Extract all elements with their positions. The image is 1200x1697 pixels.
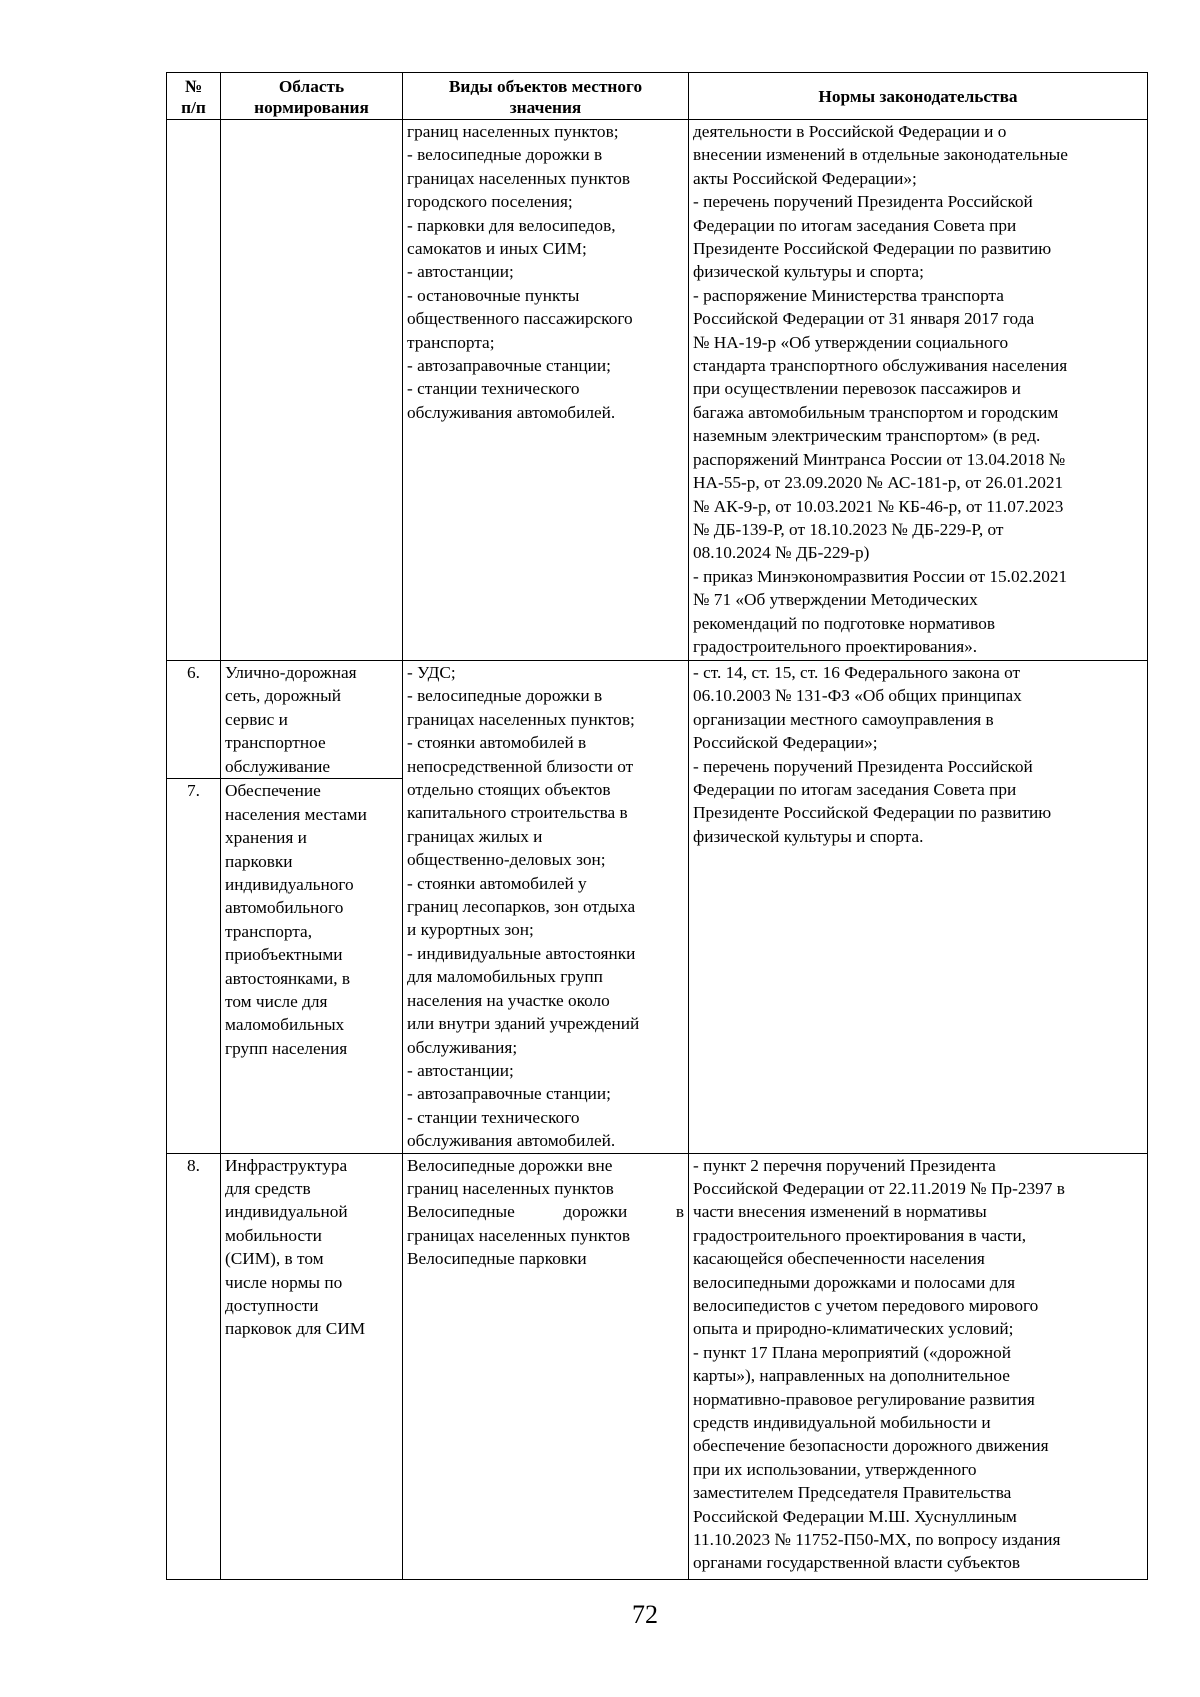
header-area: Область нормирования bbox=[221, 73, 403, 120]
text-line: границ населенных пунктов; bbox=[407, 122, 619, 141]
text-line: Обеспечение bbox=[225, 781, 321, 801]
table-header bbox=[167, 73, 1148, 120]
text-line: Президенте Российской Федерации по развитию bbox=[693, 239, 1052, 259]
text-line: деятельности в Российской Федерации и о bbox=[693, 122, 1007, 141]
text-line: при осуществлении перевозок пассажиров и bbox=[693, 379, 1021, 399]
row-number: 7. bbox=[167, 779, 221, 1153]
text-line: заместителем Председателя Правительства bbox=[693, 1483, 1012, 1503]
text-line: границах населенных пунктов; bbox=[407, 709, 635, 729]
text-line: карты»), направленных на дополнительное bbox=[693, 1366, 1010, 1386]
text-line: обслуживания; bbox=[407, 1037, 518, 1057]
text-line: Российской Федерации»; bbox=[693, 733, 878, 753]
text-line: индивидуальной bbox=[225, 1202, 348, 1222]
text-line: - стоянки автомобилей у bbox=[407, 873, 587, 893]
text-line: мобильности bbox=[225, 1225, 322, 1245]
text-line: физической культуры и спорта; bbox=[693, 262, 924, 282]
text-line: парковок для СИМ bbox=[225, 1319, 366, 1339]
text-line: - ст. 14, ст. 15, ст. 16 Федерального закона от bbox=[693, 663, 1021, 682]
text-line: стандарта транспортного обслуживания населения bbox=[693, 356, 1068, 376]
text-line: - парковки для велосипедов, bbox=[407, 215, 616, 235]
row-objects-cell bbox=[403, 1153, 689, 1579]
text-line: общественно-деловых зон; bbox=[407, 850, 606, 870]
text-line: - УДС; bbox=[407, 663, 456, 682]
text-line: Российской Федерации от 31 января 2017 года bbox=[693, 309, 1035, 329]
text-line: - приказ Минэкономразвития России от 15.02.2021 bbox=[693, 566, 1068, 586]
text-line: градостроительного проектирования в части, bbox=[693, 1225, 1027, 1245]
text-line: - автостанции; bbox=[407, 262, 514, 282]
text-line: границ лесопарков, зон отдыха bbox=[407, 897, 636, 917]
text-line: непосредственной близости от bbox=[407, 756, 634, 776]
objects-line: границах населенных пунктов bbox=[407, 1225, 631, 1245]
text-line: градостроительного проектирования». bbox=[693, 636, 978, 656]
text-line: - велосипедные дорожки в bbox=[407, 145, 603, 165]
text-line: - перечень поручений Президента Российской bbox=[693, 756, 1033, 776]
row-norms-cell bbox=[689, 1153, 1148, 1579]
text-line: № АК-9-р, от 10.03.2021 № КБ-46-р, от 11.07.2023 bbox=[693, 496, 1064, 516]
text-line: - велосипедные дорожки в bbox=[407, 686, 603, 706]
header-number: № п/п bbox=[167, 73, 221, 120]
text-line: самокатов и иных СИМ; bbox=[407, 239, 587, 259]
row-norms-cell bbox=[689, 661, 1148, 1154]
text-line: обслуживания автомобилей. bbox=[407, 402, 616, 422]
text-line: - пункт 2 перечня поручений Президента bbox=[693, 1155, 996, 1175]
text-line: 11.10.2023 № 11752-П50-МХ, по вопросу издания bbox=[693, 1530, 1061, 1550]
objects-line-justified: Велосипедные дорожки в bbox=[407, 1202, 684, 1222]
text-line: или внутри зданий учреждений bbox=[407, 1014, 640, 1034]
text-line: для маломобильных групп bbox=[407, 967, 603, 987]
text-line: внесении изменений в отдельные законодательные bbox=[693, 145, 1068, 165]
text-line: 08.10.2024 № ДБ-229-р) bbox=[693, 543, 870, 563]
text-line: населения местами bbox=[225, 804, 367, 824]
text-line: индивидуального bbox=[225, 875, 354, 895]
text-line: числе нормы по bbox=[225, 1272, 343, 1292]
objects-line: Велосипедные дорожки вне bbox=[407, 1155, 613, 1175]
text-line: части внесения изменений в нормативы bbox=[693, 1202, 987, 1222]
text-line: нормативно-правовое регулирование развития bbox=[693, 1389, 1035, 1409]
text-line: транспортное bbox=[225, 733, 326, 753]
row-number: 6. bbox=[167, 661, 221, 779]
text-line: багажа автомобильным транспортом и городским bbox=[693, 402, 1059, 422]
text-line: автомобильного bbox=[225, 898, 344, 918]
text-line: транспорта; bbox=[407, 332, 495, 352]
text-line: обслуживание bbox=[225, 756, 331, 776]
row-area-cell bbox=[221, 1153, 403, 1579]
text-line: велосипедными дорожками и полосами для bbox=[693, 1272, 1016, 1292]
cont-number-cell bbox=[167, 120, 221, 661]
text-line: - распоряжение Министерства транспорта bbox=[693, 285, 1004, 305]
text-line: № НА-19-р «Об утверждении социального bbox=[693, 332, 1009, 352]
text-line: организации местного самоуправления в bbox=[693, 709, 994, 729]
text-line: общественного пассажирского bbox=[407, 309, 633, 329]
text-line: опыта и природно-климатических условий; bbox=[693, 1319, 1014, 1339]
text-line: капитального строительства в bbox=[407, 803, 628, 823]
text-line: касающейся обеспеченности населения bbox=[693, 1249, 985, 1269]
text-line: средств индивидуальной мобильности и bbox=[693, 1413, 991, 1432]
text-line: хранения и bbox=[225, 828, 307, 848]
text-line: - пункт 17 Плана мероприятий («дорожной bbox=[693, 1342, 1011, 1362]
text-line: при их использовании, утвержденного bbox=[693, 1459, 977, 1479]
text-line: Улично-дорожная bbox=[225, 663, 357, 682]
text-line: городского поселения; bbox=[407, 192, 573, 212]
text-line: и курортных зон; bbox=[407, 920, 534, 940]
text-line: маломобильных bbox=[225, 1015, 345, 1035]
text-line: физической культуры и спорта. bbox=[693, 826, 924, 846]
header-objects: Виды объектов местного значения bbox=[403, 73, 689, 120]
text-line: наземным электрическим транспортом» (в ред. bbox=[693, 426, 1041, 446]
objects-line: границ населенных пунктов bbox=[407, 1178, 614, 1198]
text-line: приобъектными bbox=[225, 945, 343, 965]
text-line: - станции технического bbox=[407, 1107, 580, 1127]
text-line: - автозаправочные станции; bbox=[407, 1084, 611, 1104]
text-line: Президенте Российской Федерации по развитию bbox=[693, 803, 1052, 823]
text-line: - автостанции; bbox=[407, 1060, 514, 1080]
text-line: обеспечение безопасности дорожного движения bbox=[693, 1436, 1049, 1456]
text-line: органами государственной власти субъектов bbox=[693, 1553, 1021, 1573]
cont-objects-cell bbox=[403, 120, 689, 661]
text-line: сеть, дорожный bbox=[225, 686, 341, 706]
text-line: № 71 «Об утверждении Методических bbox=[693, 590, 978, 610]
text-line: границах населенных пунктов bbox=[407, 168, 631, 188]
text-line: том числе для bbox=[225, 992, 328, 1012]
text-line: отдельно стоящих объектов bbox=[407, 780, 611, 800]
text-line: (СИМ), в том bbox=[225, 1249, 324, 1269]
text-line: Федерации по итогам заседания Совета при bbox=[693, 780, 1017, 800]
row-area-cell bbox=[221, 661, 403, 779]
text-line: доступности bbox=[225, 1295, 319, 1315]
text-line: групп населения bbox=[225, 1038, 348, 1058]
table-row bbox=[167, 661, 1148, 779]
text-line: транспорта, bbox=[225, 921, 313, 941]
text-line: - индивидуальные автостоянки bbox=[407, 943, 636, 963]
objects-line: Велосипедные парковки bbox=[407, 1249, 587, 1269]
text-line: Российской Федерации от 22.11.2019 № Пр-2397 в bbox=[693, 1178, 1065, 1198]
text-line: НА-55-р, от 23.09.2020 № АС-181-р, от 26.01.2021 bbox=[693, 473, 1064, 493]
page-number: 72 bbox=[632, 1600, 658, 1629]
text-line: парковки bbox=[225, 851, 293, 871]
text-line: сервис и bbox=[225, 709, 288, 729]
regulations-table bbox=[166, 72, 1148, 1580]
text-line: - перечень поручений Президента Российской bbox=[693, 192, 1033, 212]
row-area-cell bbox=[221, 779, 403, 1153]
row-number: 8. bbox=[167, 1153, 221, 1579]
text-line: распоряжений Минтранса России от 13.04.2018 № bbox=[693, 449, 1066, 469]
text-line: населения на участке около bbox=[407, 990, 610, 1010]
text-line: обслуживания автомобилей. bbox=[407, 1131, 616, 1151]
text-line: Инфраструктура bbox=[225, 1155, 348, 1175]
text-line: для средств bbox=[225, 1178, 311, 1198]
text-line: - стоянки автомобилей в bbox=[407, 733, 587, 753]
text-line: - остановочные пункты bbox=[407, 285, 580, 305]
cont-area-cell bbox=[221, 120, 403, 661]
header-norms: Нормы законодательства bbox=[689, 73, 1148, 120]
text-line: - автозаправочные станции; bbox=[407, 356, 611, 376]
cont-norms-cell bbox=[689, 120, 1148, 661]
row-objects-cell bbox=[403, 661, 689, 1154]
table-row bbox=[167, 1153, 1148, 1579]
table-row bbox=[167, 120, 1148, 661]
text-line: № ДБ-139-Р, от 18.10.2023 № ДБ-229-Р, от bbox=[693, 519, 1004, 539]
text-line: Федерации по итогам заседания Совета при bbox=[693, 215, 1017, 235]
text-line: рекомендаций по подготовке нормативов bbox=[693, 613, 996, 633]
text-line: - станции технического bbox=[407, 379, 580, 399]
text-line: велосипедистов с учетом передового мирового bbox=[693, 1295, 1039, 1315]
text-line: Российской Федерации М.Ш. Хуснуллиным bbox=[693, 1506, 1017, 1526]
text-line: автостоянками, в bbox=[225, 968, 351, 988]
text-line: 06.10.2003 № 131-ФЗ «Об общих принципах bbox=[693, 686, 1022, 706]
text-line: акты Российской Федерации»; bbox=[693, 168, 917, 188]
text-line: границах жилых и bbox=[407, 826, 543, 846]
